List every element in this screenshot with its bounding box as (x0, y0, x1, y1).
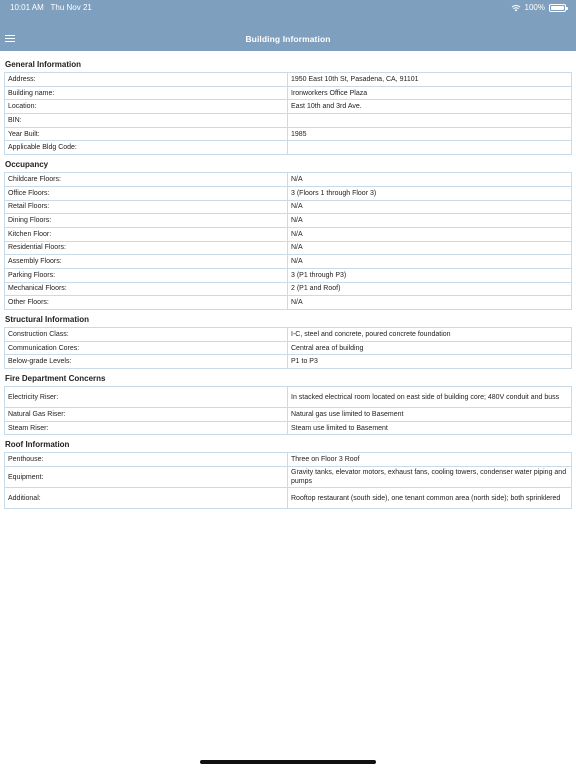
table-row (5, 227, 572, 241)
row-label: Applicable Bldg Code: (5, 141, 288, 155)
row-label: Building name: (5, 86, 288, 100)
row-value: N/A (288, 227, 572, 241)
row-label: Construction Class: (5, 328, 288, 342)
row-label: Equipment: (5, 467, 288, 488)
table-row (5, 186, 572, 200)
table-row (5, 355, 572, 369)
status-right (511, 3, 566, 12)
row-value: I-C, steel and concrete, poured concrete foundation (288, 328, 572, 342)
table-row (5, 421, 572, 435)
table-row (5, 114, 572, 128)
table-row (5, 241, 572, 255)
row-label: Mechanical Floors: (5, 282, 288, 296)
battery-percent: 100% (524, 3, 545, 12)
row-value: N/A (288, 255, 572, 269)
table-row (5, 86, 572, 100)
page-title: Building Information (245, 34, 331, 44)
status-time: 10:01 AM Thu Nov 21 (10, 3, 92, 12)
row-label: Assembly Floors: (5, 255, 288, 269)
nav-header (0, 0, 576, 51)
row-label: Other Floors: (5, 296, 288, 310)
row-label: Address: (5, 73, 288, 87)
row-label: Electricity Riser: (5, 387, 288, 408)
row-label: Parking Floors: (5, 268, 288, 282)
table-row (5, 100, 572, 114)
row-label: Residential Floors: (5, 241, 288, 255)
row-label: Location: (5, 100, 288, 114)
info-table (4, 172, 572, 310)
table-row (5, 255, 572, 269)
table-row (5, 268, 572, 282)
row-value: 1985 (288, 127, 572, 141)
table-row (5, 73, 572, 87)
section-title: Structural Information (5, 315, 90, 324)
row-value: 1950 East 10th St, Pasadena, CA, 91101 (288, 73, 572, 87)
row-value: N/A (288, 173, 572, 187)
row-label: Office Floors: (5, 186, 288, 200)
row-label: Penthouse: (5, 453, 288, 467)
row-value: Steam use limited to Basement (288, 421, 572, 435)
row-value: Central area of building (288, 341, 572, 355)
info-table (4, 386, 572, 435)
table-row (5, 488, 572, 509)
table-row (5, 328, 572, 342)
battery-icon (549, 4, 566, 12)
table-row (5, 387, 572, 408)
row-value: N/A (288, 214, 572, 228)
info-table (4, 327, 572, 369)
row-label: Year Built: (5, 127, 288, 141)
row-value: N/A (288, 241, 572, 255)
status-bar (0, 0, 576, 14)
row-label: Kitchen Floor: (5, 227, 288, 241)
building-info-content (4, 55, 572, 509)
row-label: Dining Floors: (5, 214, 288, 228)
section-title: Occupancy (5, 160, 49, 170)
row-label: Steam Riser: (5, 421, 288, 435)
info-table (4, 452, 572, 509)
section-title: Roof Information (5, 440, 70, 450)
row-value: Gravity tanks, elevator motors, exhaust fans, cooling towers, condenser water piping and pumps (288, 467, 572, 488)
row-value: East 10th and 3rd Ave. (288, 100, 572, 114)
row-value: Natural gas use limited to Basement (288, 408, 572, 422)
table-row (5, 282, 572, 296)
row-value: 3 (Floors 1 through Floor 3) (288, 186, 572, 200)
row-value: N/A (288, 296, 572, 310)
row-label: Additional: (5, 488, 288, 509)
row-label: Communication Cores: (5, 341, 288, 355)
table-row (5, 214, 572, 228)
table-row (5, 127, 572, 141)
section-title: General Information (5, 60, 82, 69)
row-label: BIN: (5, 114, 288, 128)
table-row (5, 173, 572, 187)
row-value: P1 to P3 (288, 355, 572, 369)
table-row (5, 341, 572, 355)
table-row (5, 467, 572, 488)
table-row (5, 200, 572, 214)
row-value: Rooftop restaurant (south side), one tenant common area (north side); both sprinklered (288, 488, 572, 509)
row-value: N/A (288, 200, 572, 214)
table-row (5, 408, 572, 422)
table-row (5, 141, 572, 155)
table-row (5, 296, 572, 310)
row-value: Three on Floor 3 Roof (288, 453, 572, 467)
row-label: Below-grade Levels: (5, 355, 288, 369)
row-value: Ironworkers Office Plaza (288, 86, 572, 100)
home-indicator[interactable] (200, 760, 376, 764)
row-label: Retail Floors: (5, 200, 288, 214)
row-value (288, 114, 572, 128)
row-value: In stacked electrical room located on east side of building core; 480V conduit and buss (288, 387, 572, 408)
section-title: Fire Department Concerns (5, 374, 106, 384)
row-label: Childcare Floors: (5, 173, 288, 187)
row-value: 2 (P1 and Roof) (288, 282, 572, 296)
wifi-icon (511, 4, 521, 12)
row-value (288, 141, 572, 155)
row-label: Natural Gas Riser: (5, 408, 288, 422)
info-table (4, 72, 572, 155)
table-row (5, 453, 572, 467)
row-value: 3 (P1 through P3) (288, 268, 572, 282)
